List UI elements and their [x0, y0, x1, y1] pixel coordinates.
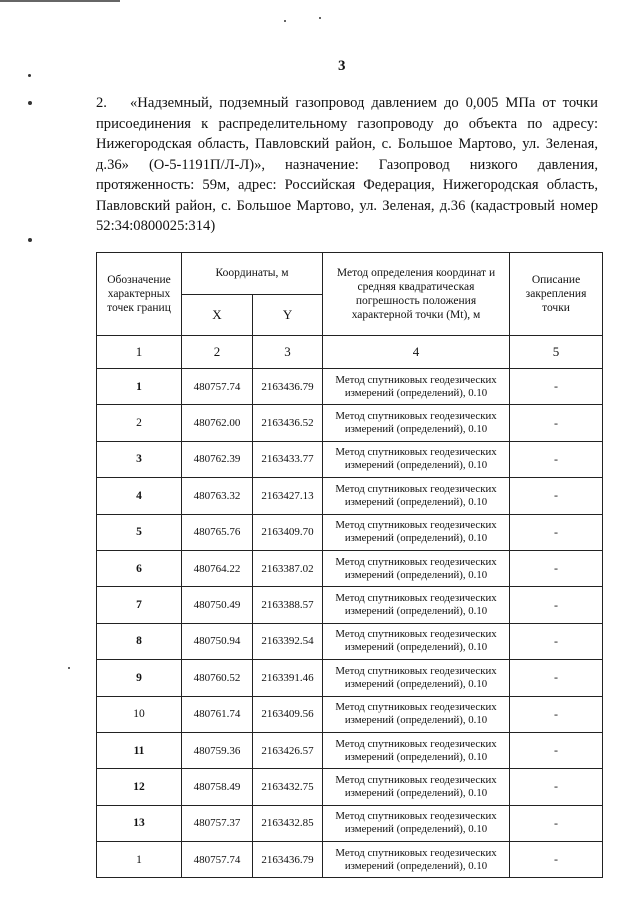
table-row: [97, 769, 603, 805]
y-coordinate-cell: 2163388.57: [253, 587, 323, 623]
y-coordinate-cell: 2163391.46: [253, 660, 323, 696]
x-coordinate-cell: 480760.52: [182, 660, 253, 696]
table-row: [97, 405, 603, 441]
point-cell: 6: [97, 550, 182, 586]
scan-speck: [68, 667, 70, 669]
paragraph-text: «Надземный, подземный газопровод давлением до 0,005 МПа от точки присоединения к распределительному газопроводу до объекта по адресу: Нижегородская область, Павловский район, с. Большое Мартово, ул. Зеленая, д.36» (О-5-1191П/Л-Л)», назначение: Газопровод низкого давления, протяженность: 59м, адрес: Российская Федерация, Нижегородская область, Павловский район, с. Большое Мартово, ул. Зеленая, д.36 (кадастровый номер 52:34:0800025:314): [96, 95, 598, 234]
method-cell: Метод спутниковых геодезических измерений (определений), 0.10: [323, 550, 510, 586]
x-coordinate-cell: 480757.74: [182, 842, 253, 878]
point-cell: 9: [97, 660, 182, 696]
description-cell: -: [510, 369, 603, 405]
table-row: [97, 514, 603, 550]
x-coordinate-cell: 480761.74: [182, 696, 253, 732]
x-coordinate-cell: 480765.76: [182, 514, 253, 550]
x-coordinate-cell: 480757.74: [182, 369, 253, 405]
scan-speck: [284, 20, 286, 22]
table-row: [97, 696, 603, 732]
description-cell: -: [510, 514, 603, 550]
point-cell: 3: [97, 441, 182, 477]
description-cell: -: [510, 587, 603, 623]
point-cell: 4: [97, 478, 182, 514]
table-row: [97, 550, 603, 586]
method-cell: Метод спутниковых геодезических измерений (определений), 0.10: [323, 623, 510, 659]
index-cell: 2: [182, 336, 253, 369]
table-index-row: [97, 336, 603, 369]
method-cell: Метод спутниковых геодезических измерений (определений), 0.10: [323, 405, 510, 441]
method-cell: Метод спутниковых геодезических измерений (определений), 0.10: [323, 441, 510, 477]
page-number: 3: [338, 58, 346, 74]
description-cell: -: [510, 623, 603, 659]
method-cell: Метод спутниковых геодезических измерений (определений), 0.10: [323, 732, 510, 768]
scan-speck: [28, 101, 32, 105]
y-coordinate-cell: 2163433.77: [253, 441, 323, 477]
method-cell: Метод спутниковых геодезических измерений (определений), 0.10: [323, 369, 510, 405]
y-coordinate-cell: 2163432.85: [253, 805, 323, 841]
paragraph-number: 2.: [96, 95, 107, 111]
table-row: [97, 478, 603, 514]
y-coordinate-cell: 2163436.52: [253, 405, 323, 441]
y-coordinate-cell: 2163432.75: [253, 769, 323, 805]
scan-speck: [28, 238, 32, 242]
scan-speck: [28, 74, 31, 77]
scan-edge-line: [0, 0, 120, 2]
description-cell: -: [510, 696, 603, 732]
x-coordinate-cell: 480750.49: [182, 587, 253, 623]
x-coordinate-cell: 480757.37: [182, 805, 253, 841]
description-cell: -: [510, 805, 603, 841]
x-coordinate-cell: 480764.22: [182, 550, 253, 586]
header-x: X: [182, 294, 253, 336]
method-cell: Метод спутниковых геодезических измерений (определений), 0.10: [323, 514, 510, 550]
point-cell: 1: [97, 369, 182, 405]
x-coordinate-cell: 480758.49: [182, 769, 253, 805]
y-coordinate-cell: 2163426.57: [253, 732, 323, 768]
index-cell: 3: [253, 336, 323, 369]
header-method: Метод определения координат и средняя квадратическая погрешность положения характерной точки (Mt), м: [323, 253, 510, 336]
header-y: Y: [253, 294, 323, 336]
point-cell: 11: [97, 732, 182, 768]
object-description-paragraph: [96, 93, 598, 237]
description-cell: -: [510, 769, 603, 805]
scan-speck: [319, 17, 321, 19]
table-header-row: [97, 253, 603, 295]
y-coordinate-cell: 2163436.79: [253, 369, 323, 405]
description-cell: -: [510, 478, 603, 514]
point-cell: 8: [97, 623, 182, 659]
x-coordinate-cell: 480750.94: [182, 623, 253, 659]
table-row: [97, 805, 603, 841]
y-coordinate-cell: 2163409.56: [253, 696, 323, 732]
method-cell: Метод спутниковых геодезических измерений (определений), 0.10: [323, 769, 510, 805]
index-cell: 4: [323, 336, 510, 369]
x-coordinate-cell: 480762.39: [182, 441, 253, 477]
point-cell: 10: [97, 696, 182, 732]
description-cell: -: [510, 842, 603, 878]
table-body: [97, 369, 603, 878]
point-cell: 7: [97, 587, 182, 623]
table-row: [97, 623, 603, 659]
point-cell: 1: [97, 842, 182, 878]
y-coordinate-cell: 2163392.54: [253, 623, 323, 659]
method-cell: Метод спутниковых геодезических измерений (определений), 0.10: [323, 696, 510, 732]
table-row: [97, 587, 603, 623]
description-cell: -: [510, 441, 603, 477]
method-cell: Метод спутниковых геодезических измерений (определений), 0.10: [323, 478, 510, 514]
y-coordinate-cell: 2163387.02: [253, 550, 323, 586]
y-coordinate-cell: 2163409.70: [253, 514, 323, 550]
method-cell: Метод спутниковых геодезических измерений (определений), 0.10: [323, 660, 510, 696]
description-cell: -: [510, 405, 603, 441]
index-cell: 5: [510, 336, 603, 369]
point-cell: 13: [97, 805, 182, 841]
header-coordinates: Координаты, м: [182, 253, 323, 295]
table-row: [97, 441, 603, 477]
x-coordinate-cell: 480762.00: [182, 405, 253, 441]
point-cell: 12: [97, 769, 182, 805]
table-row: [97, 369, 603, 405]
table-row: [97, 842, 603, 878]
description-cell: -: [510, 660, 603, 696]
method-cell: Метод спутниковых геодезических измерений (определений), 0.10: [323, 805, 510, 841]
x-coordinate-cell: 480759.36: [182, 732, 253, 768]
method-cell: Метод спутниковых геодезических измерений (определений), 0.10: [323, 842, 510, 878]
coordinates-table: [96, 252, 603, 878]
description-cell: -: [510, 732, 603, 768]
y-coordinate-cell: 2163427.13: [253, 478, 323, 514]
point-cell: 2: [97, 405, 182, 441]
header-description: Описание закрепления точки: [510, 253, 603, 336]
description-cell: -: [510, 550, 603, 586]
point-cell: 5: [97, 514, 182, 550]
method-cell: Метод спутниковых геодезических измерений (определений), 0.10: [323, 587, 510, 623]
table-row: [97, 732, 603, 768]
table-row: [97, 660, 603, 696]
y-coordinate-cell: 2163436.79: [253, 842, 323, 878]
index-cell: 1: [97, 336, 182, 369]
x-coordinate-cell: 480763.32: [182, 478, 253, 514]
header-point: Обозначение характерных точек границ: [97, 253, 182, 336]
